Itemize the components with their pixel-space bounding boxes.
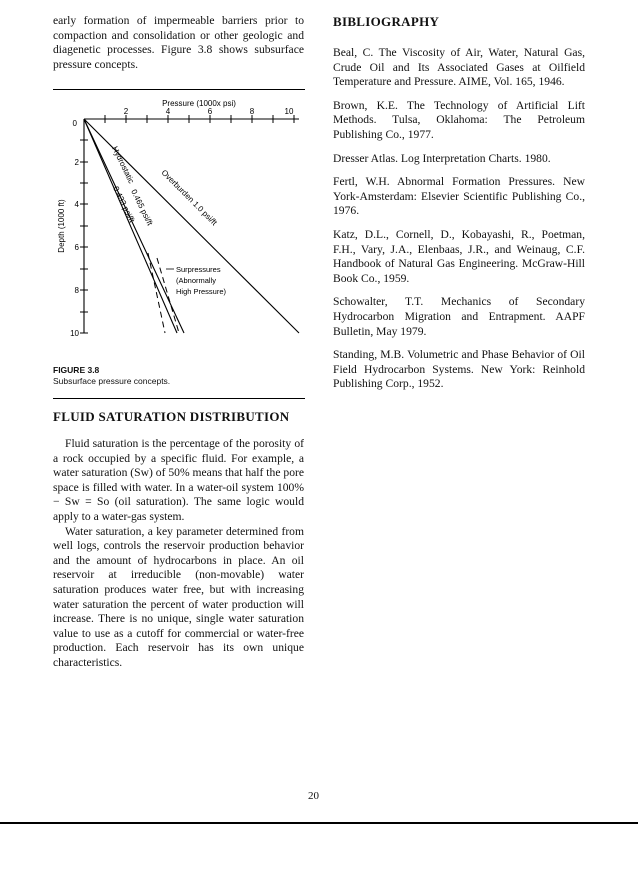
x-tick-label-8: 8 — [249, 107, 255, 116]
bib-entry: Dresser Atlas. Log Interpretation Charts. 1980. — [333, 151, 551, 165]
page-bottom-rule — [0, 822, 638, 824]
overburden-label: Overburden 1.0 psi/ft — [159, 168, 219, 228]
bib-entry: Katz, D.L., Cornell, D., Kobayashi, R., Poetman, F.H., Vary, J.A., Elenbaas, J.R., and Weinaug, C.F. Handbook of Natural Gas Engineering. McGraw-Hill Book Co., 1959. — [333, 227, 585, 285]
x-tick-label-4: 4 — [165, 107, 171, 116]
x-tick-label-2: 2 — [123, 107, 129, 116]
bib-entry: Beal, C. The Viscosity of Air, Water, Natural Gas, Crude Oil and Its Associated Gases at Oilfield Temperature and Pressure. AIME, Vol. 165, 1946. — [333, 46, 585, 89]
intro-paragraph: early formation of impermeable barriers prior to compaction and consolidation or other geologic and diagenetic processes. Figure 3.8 shows subsurface pressure concepts. — [53, 14, 304, 71]
hydrostatic-465-line — [84, 119, 184, 333]
section-paragraph-2: Water saturation, a key parameter determined from well logs, controls the reservoir production behavior and the amount of hydrocarbons in place. An oil reservoir at irreducible (non-movable) water saturation produces water free, but with increasing water saturation the percent of water production will increase. There is no unique, single water saturation value to use as a cutoff for commercial or water-free production. Each reservoir has its own unique characteristics. — [53, 524, 304, 669]
section-paragraph-1: Fluid saturation is the percentage of the porosity of a rock occupied by a specific fluid. For example, a water saturation (Sw) of 50% means that half the pore space is filled with water. In a water-oil system 100% − Sw = So (oil saturation). The same logic would apply to a water-gas system. — [53, 437, 304, 523]
hydrostatic-label: Hydrostatic — [110, 144, 136, 185]
surpressure-trend-1 — [148, 253, 165, 333]
bib-entry: Schowalter, T.T. Mechanics of Secondary Hydrocarbon Migration and Entrapment. AAPF Bulletin, May 1979. — [333, 295, 585, 338]
bib-entry: Standing, M.B. Volumetric and Phase Behavior of Oil Field Hydrocarbon Systems. New York: Reinhold Publishing Corp., 1952. — [333, 348, 585, 391]
x-tick-label-6: 6 — [207, 107, 213, 116]
x-tick-label-0: 0 — [72, 119, 77, 128]
gradient-465-label: 0.465 psi/ft — [129, 187, 155, 228]
y-axis-title: Depth (1000 ft) — [57, 199, 66, 253]
bibliography-list — [333, 46, 585, 401]
bib-entry: Fertl, W.H. Abnormal Formation Pressures. New York-Amsterdam: Elsevier Scientific Publishing Co., 1976. — [333, 175, 585, 218]
y-tick-label-6: 6 — [74, 243, 79, 252]
y-tick-label-10: 10 — [70, 329, 79, 338]
x-tick-label-10: 10 — [284, 107, 294, 116]
figure-caption-label: FIGURE 3.8 — [53, 365, 100, 375]
y-tick-label-2: 2 — [74, 158, 79, 167]
section-heading: FLUID SATURATION DISTRIBUTION — [53, 409, 290, 424]
y-tick-label-4: 4 — [74, 200, 79, 209]
x-axis-title: Pressure (1000x psi) — [162, 99, 236, 108]
page-number: 20 — [308, 790, 319, 802]
surpressure-label-1: Surpressures — [176, 265, 221, 274]
figure-caption — [53, 365, 303, 387]
gradient-433-label: 0.433 psi/ft — [111, 184, 137, 225]
figure-caption-text: Subsurface pressure concepts. — [53, 376, 171, 386]
section-body — [53, 437, 304, 671]
figure-top-rule — [53, 89, 305, 90]
y-tick-label-8: 8 — [74, 286, 79, 295]
figure-3-8-diagram — [53, 93, 308, 358]
figure-bottom-rule — [53, 398, 305, 399]
surpressure-label-3: High Pressure) — [176, 287, 227, 296]
hydrostatic-433-line — [84, 119, 177, 333]
surpressure-label-2: (Abnormally — [176, 276, 217, 285]
bibliography-heading: BIBLIOGRAPHY — [333, 14, 440, 29]
bib-entry: Brown, K.E. The Technology of Artificial Lift Methods. Tulsa, Oklahoma: The Petroleum Publishing Co., 1977. — [333, 98, 585, 141]
